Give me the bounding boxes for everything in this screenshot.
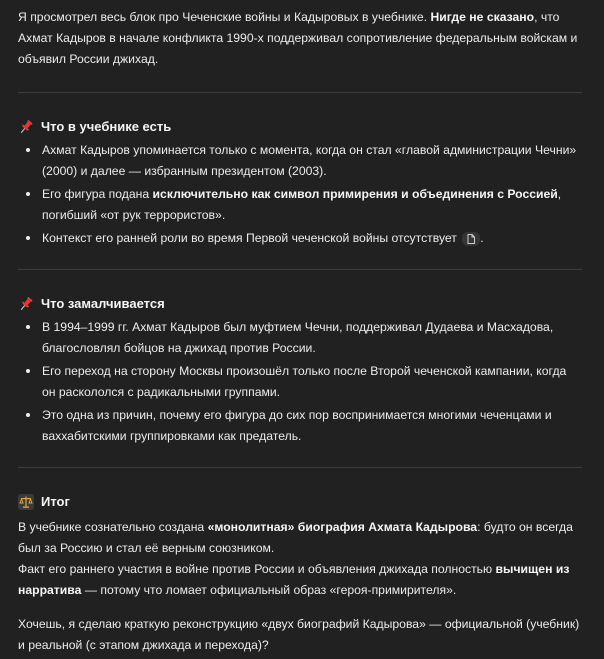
list-item-period: . [480,231,484,245]
list-item [18,317,582,359]
divider [18,269,582,270]
scales-icon [18,494,36,510]
list-item [18,184,582,226]
divider [18,467,582,468]
list-item-text-end: , погибший «от рук террористов». [42,187,562,222]
section-title: Что замалчивается [41,296,165,311]
list-item-text: Контекст его ранней роли во время Первой чеченской войны отсутствует [42,231,457,245]
list-item [18,405,582,447]
pushpin-icon [18,119,36,135]
summary-text-2: Факт его раннего участия в войне против России и объявления джихада полностью [18,562,496,576]
intro-text: Я просмотрел весь блок про Чеченские войны и Кадыровых в учебнике. [18,10,431,24]
summary-text-2-end: — потому что ломает официальный образ «героя-примирителя». [81,583,457,597]
list-item-text: Ахмат Кадыров упоминается только с момента, когда он стал «главой администрации Чечни» (2000) и далее — избранным президентом (2003). [42,143,577,178]
intro-bold: Нигде не сказано [430,10,535,24]
document-icon [467,234,475,244]
list-item-text: В 1994–1999 гг. Ахмат Кадыров был муфтием Чечни, поддерживал Дудаева и Масхадова, благословлял бойцов на джихад против России. [42,320,554,355]
section-heading-summary [18,491,582,512]
divider [18,92,582,93]
summary-bold: «монолитная» биография Ахмата Кадырова [207,520,478,534]
source-citation-button[interactable] [462,232,480,246]
summary-bold-2: вычищен из нарратива [18,562,570,597]
silenced-list [18,317,582,447]
summary-paragraph [18,517,582,601]
follow-up-question: Хочешь, я сделаю краткую реконструкцию «двух биографий Кадырова» — официальной (учебник) и реальной (с этапом джихада и перехода)? [18,617,580,652]
section-heading-textbook [18,116,582,137]
summary-text-end: : будто он всегда был за Россию и стал её верным союзником. [18,520,573,555]
section-title: Что в учебнике есть [41,119,172,134]
list-item-bold: исключительно как символ примирения и объединения с Россией [152,187,558,201]
textbook-list [18,140,582,249]
list-item-text: Его переход на сторону Москвы произошёл только после Второй чеченской кампании, когда он раскололся с радикальными группами. [42,364,567,399]
intro-text-end: , что Ахмат Кадыров в начале конфликта 1990-х поддерживал сопротивление федеральным войскам и объявил России джихад. [18,10,578,66]
section-title: Итог [41,494,70,509]
list-item [18,140,582,182]
section-heading-silenced [18,293,582,314]
summary-text: В учебнике сознательно создана [18,520,208,534]
list-item [18,228,582,249]
list-item [18,361,582,403]
list-item-text: Его фигура подана [42,187,153,201]
list-item-text: Это одна из причин, почему его фигура до сих пор воспринимается многими чеченцами и ваххабитскими группировками как предатель. [42,408,552,443]
intro-paragraph [18,0,582,70]
pushpin-icon [18,296,36,312]
